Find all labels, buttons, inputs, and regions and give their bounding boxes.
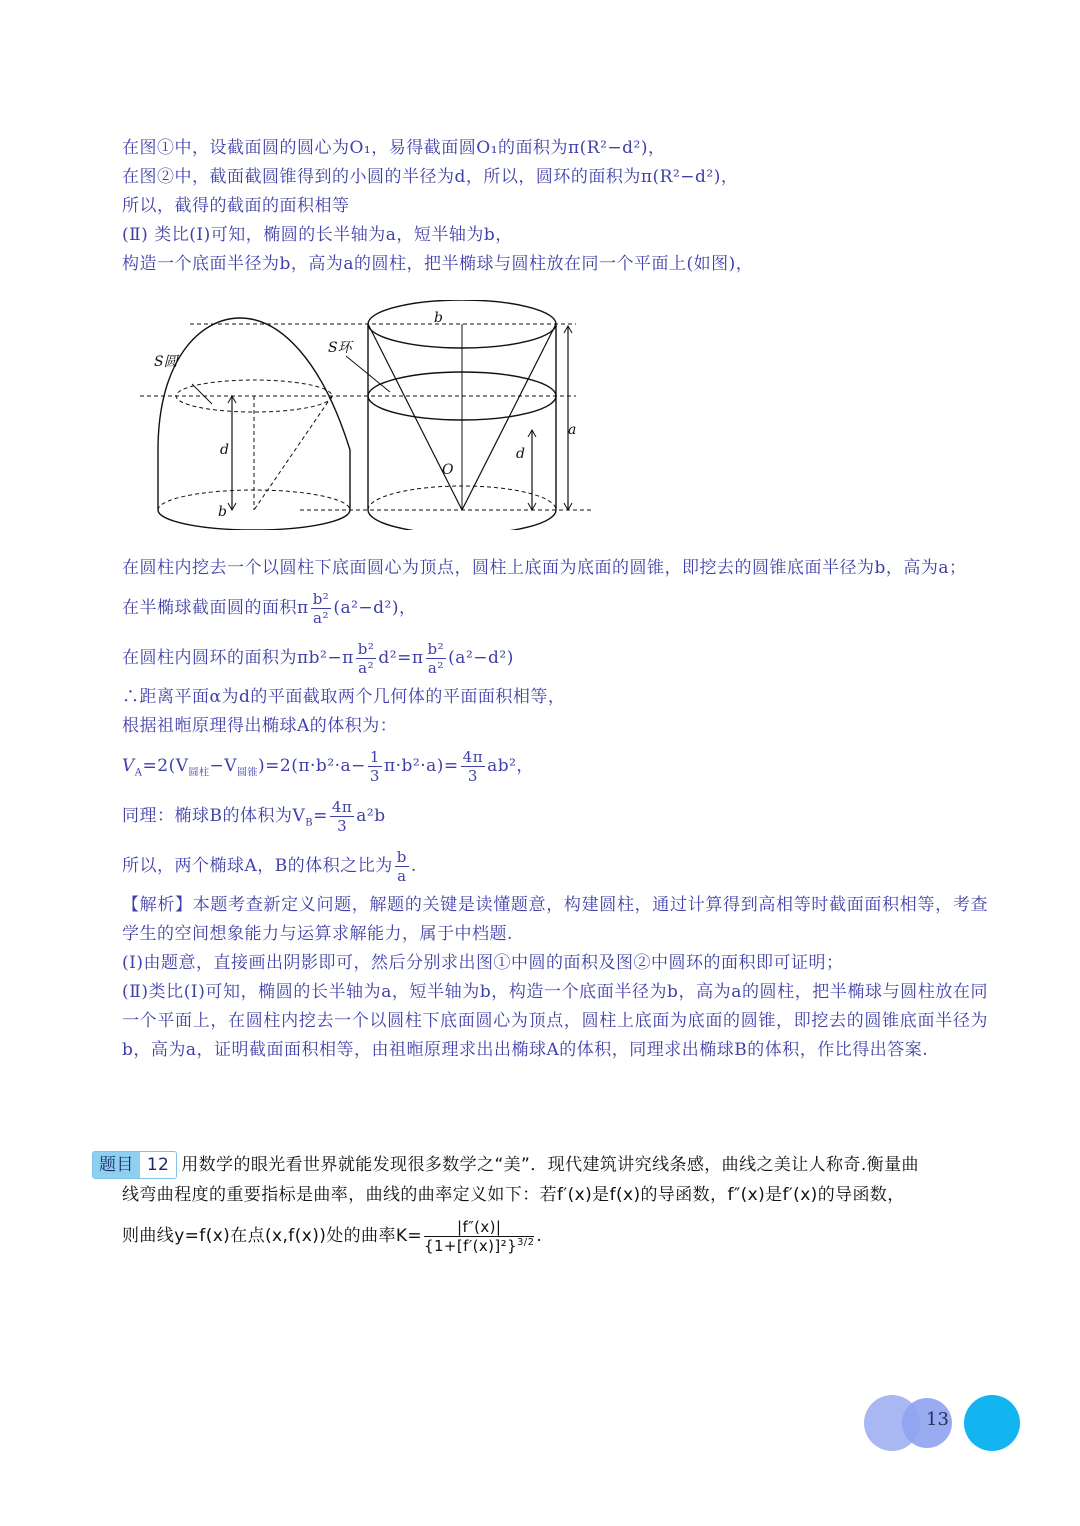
solution-line-3: 所以，截得的截面的面积相等: [122, 196, 350, 216]
subscript: 圆锥: [237, 767, 259, 779]
solution-line-2: 在图②中，截面截圆锥得到的小圆的半径为d，所以，圆环的面积为π(R²−d²)，: [122, 167, 739, 187]
denominator: a: [397, 867, 407, 885]
analysis-paragraph-3: (Ⅱ)类比(Ⅰ)可知，椭圆的长半轴为a，短半轴为b，构造一个底面半径为b，高为a的圆柱，把半椭球与圆柱放在同一个平面上，在圆柱内挖去一个以圆柱下底面圆心为顶点，圆柱上底面为底面的圆锥，即挖去的圆锥底面半径为b，高为a，证明截面面积相等，由祖暅原理求出出椭球A的体积，同理求出椭球B的体积，作比得出答案.: [122, 982, 988, 1060]
solution-line-8: [122, 633, 988, 683]
exponent: 3/2: [517, 1236, 535, 1248]
subscript: B: [305, 817, 314, 829]
decor-circle-icon: [964, 1395, 1020, 1451]
denominator-base: {1+[f′(x)]²}: [424, 1236, 518, 1255]
solution-line-10: 根据祖暅原理得出椭球A的体积为：: [122, 716, 398, 736]
fraction-b-a: [395, 848, 409, 885]
numerator: b: [396, 848, 407, 866]
denominator: 3: [369, 767, 380, 785]
curvature-fraction: [424, 1218, 534, 1255]
label-d-left: d: [220, 442, 229, 458]
numerator: b²: [357, 640, 375, 658]
numerator: b²: [312, 590, 330, 608]
solution-line-1: 在图①中，设截面圆的圆心为O₁，易得截面圆O₁的面积为π(R²−d²)，: [122, 138, 666, 158]
denominator: [424, 1237, 534, 1255]
question-tag-label: 题目: [93, 1152, 140, 1178]
numerator: b²: [427, 640, 445, 658]
text: .: [410, 856, 417, 876]
text: 用数学的眼光看世界就能发现很多数学之“美”．现代建筑讲究线条感，曲线之美让人称奇.衡量曲: [181, 1155, 919, 1175]
solution-line-5: 构造一个底面半径为b，高为a的圆柱，把半椭球与圆柱放在同一个平面上(如图)，: [122, 254, 754, 274]
subscript: A: [134, 767, 143, 779]
page-number-badge: [864, 1395, 1024, 1451]
label-s-yuan: S圆: [154, 354, 178, 370]
question-number: 12: [140, 1152, 176, 1178]
question-12: [92, 1150, 992, 1262]
solution-block-2: [122, 554, 988, 1065]
text: 同理：椭球B的体积为V: [122, 806, 306, 826]
text: =: [313, 806, 328, 826]
question-line-2: 线弯曲程度的重要指标是曲率，曲线的曲率定义如下：若f′(x)是f(x)的导函数，f″(x)是f′(x)的导函数，: [122, 1185, 905, 1205]
analysis-paragraph-1: 【解析】本题考查新定义问题，解题的关键是读懂题意，构建圆柱，通过计算得到高相等时截面面积相等，考查学生的空间想象能力与运算求解能力，属于中档题.: [122, 895, 988, 944]
label-a-right: a: [568, 422, 577, 438]
text: (a²−d²)，: [333, 598, 417, 618]
label-b-left: b: [218, 504, 227, 520]
text: ab²，: [487, 756, 534, 776]
text: d²=π: [378, 648, 424, 668]
numerator: 4π: [462, 748, 484, 766]
fraction-b2-a2: [426, 640, 447, 677]
denominator: a²: [313, 609, 329, 627]
fraction-b2-a2: [356, 640, 377, 677]
question-line-3: [92, 1210, 992, 1262]
figure-ellipsoid-cylinder: [140, 300, 600, 530]
solution-line-4: (Ⅱ) 类比(Ⅰ)可知，椭圆的长半轴为a，短半轴为b，: [122, 225, 513, 245]
denominator: 3: [337, 817, 348, 835]
text: 所以，两个椭球A，B的体积之比为: [122, 856, 393, 876]
question-tag: [92, 1151, 177, 1179]
text: −V: [209, 756, 238, 776]
solution-line-12: [122, 791, 988, 841]
text: .: [536, 1226, 543, 1246]
denominator: 3: [467, 767, 478, 785]
denominator: a²: [358, 659, 375, 677]
subscript: 圆柱: [188, 767, 210, 779]
solution-line-7: [122, 583, 988, 633]
text: =2(V: [142, 756, 189, 776]
fraction-1-3: [368, 748, 382, 785]
solution-line-13: [122, 841, 988, 891]
numerator: |f″(x)|: [424, 1218, 534, 1237]
numerator: 4π: [331, 798, 353, 816]
text: a²b: [356, 806, 386, 826]
page-number: 13: [926, 1409, 949, 1430]
text: V: [122, 756, 135, 776]
question-line-1: [92, 1150, 992, 1180]
numerator: 1: [369, 748, 380, 766]
text: )=2(π·b²·a−: [258, 756, 366, 776]
label-s-huan: S环: [328, 340, 352, 356]
fraction-4pi-3: [330, 798, 354, 835]
label-b-top: b: [434, 310, 443, 326]
text: (a²−d²): [448, 648, 514, 668]
label-d-right: d: [516, 446, 525, 462]
solution-line-6: 在圆柱内挖去一个以圆柱下底面圆心为顶点，圆柱上底面为底面的圆锥，即挖去的圆锥底面半径为b，高为a；: [122, 558, 967, 578]
solution-line-9: ∴距离平面α为d的平面截取两个几何体的平面面积相等，: [122, 687, 566, 707]
text: π·b²·a)=: [383, 756, 459, 776]
fraction-b2-a2: [311, 590, 332, 627]
fraction-4pi-3: [461, 748, 485, 785]
label-o: O: [442, 462, 454, 478]
text: 在半椭球截面圆的面积π: [122, 598, 309, 618]
solution-line-11: [122, 741, 988, 791]
text: 在圆柱内圆环的面积为πb²−π: [122, 648, 354, 668]
text: 则曲线y=f(x)在点(x,f(x))处的曲率K=: [122, 1226, 423, 1246]
solution-block: [122, 134, 988, 279]
denominator: a²: [427, 659, 444, 677]
analysis-paragraph-2: (Ⅰ)由题意，直接画出阴影即可，然后分别求出图①中圆的面积及图②中圆环的面积即可证明；: [122, 953, 844, 973]
